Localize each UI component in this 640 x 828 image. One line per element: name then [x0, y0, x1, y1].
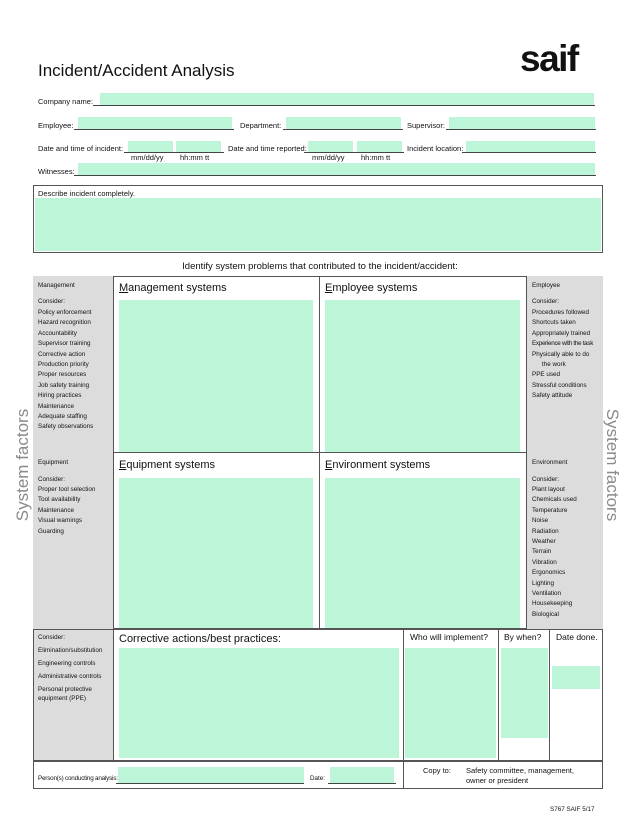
date-time-incident-label: Date and time of incident: — [38, 144, 124, 153]
system-factors-left: System factors — [13, 408, 32, 522]
witnesses-input[interactable] — [78, 163, 595, 175]
describe-input[interactable] — [35, 198, 601, 251]
list-item: Corrective action — [38, 350, 86, 358]
reported-time-hint: hh:mm tt — [361, 153, 391, 162]
incident-date-input[interactable] — [128, 141, 173, 152]
company-name-label: Company name: — [38, 97, 94, 106]
supervisor-label: Supervisor: — [407, 121, 445, 130]
department-label: Department: — [240, 121, 282, 130]
list-item: Elimination/substitution — [38, 647, 103, 654]
list-item: Appropriately trained — [532, 329, 591, 337]
date-time-reported-label: Date and time reported: — [228, 144, 307, 153]
list-item: Visual warnings — [38, 517, 82, 525]
list-item: Personal protective — [38, 686, 92, 693]
list-item: Ventilation — [532, 590, 562, 598]
list-item: Housekeeping — [532, 600, 573, 608]
list-item: equipment (PPE) — [38, 695, 86, 702]
management-side-title: Management — [38, 282, 75, 289]
environment-side-title: Environment — [532, 459, 568, 466]
list-item: Tool availability — [38, 496, 81, 504]
reported-date-hint: mm/dd/yy — [312, 153, 345, 162]
list-item: Noise — [532, 517, 549, 525]
date-done-input[interactable] — [552, 666, 600, 689]
who-implement-header: Who will implement? — [410, 632, 488, 642]
corrective-consider: Consider: — [38, 634, 65, 641]
incident-time-hint: hh:mm tt — [180, 153, 210, 162]
divider — [403, 629, 404, 761]
page-title: Incident/Accident Analysis — [38, 61, 235, 80]
employee-label: Employee: — [38, 121, 74, 130]
environment-consider: Consider: — [532, 476, 559, 483]
list-item: Production priority — [38, 361, 89, 369]
environment-systems-title: Environment systems — [325, 459, 431, 471]
management-consider: Consider: — [38, 298, 65, 305]
company-name-input[interactable] — [100, 93, 594, 105]
list-item: Hazard recognition — [38, 319, 91, 327]
reported-time-input[interactable] — [357, 141, 402, 152]
list-item: Radiation — [532, 527, 559, 535]
list-item: Supervisor training — [38, 340, 91, 348]
list-item: Terrain — [532, 548, 552, 556]
management-systems-title: Management systems — [119, 282, 227, 294]
incident-location-input[interactable] — [466, 141, 595, 152]
equipment-consider: Consider: — [38, 476, 65, 483]
corrective-input[interactable] — [119, 648, 399, 758]
list-item: Job safety training — [38, 381, 90, 389]
environment-list — [532, 485, 577, 620]
list-item: Chemicals used — [532, 496, 577, 504]
list-item: Policy enforcement — [38, 309, 92, 316]
divider — [113, 629, 114, 761]
employee-systems-input[interactable] — [325, 300, 520, 452]
equipment-list — [38, 485, 95, 537]
list-item: the work — [542, 361, 566, 369]
system-factors-right: System factors — [603, 408, 622, 522]
list-item: PPE used — [532, 371, 561, 379]
identify-heading: Identify system problems that contributed to the incident/accident: — [182, 261, 458, 272]
list-item: Experience with the task — [532, 340, 594, 348]
list-item: Weather — [532, 538, 556, 546]
form-id: S767 SAIF 5/17 — [550, 806, 595, 813]
list-item: Accountability — [38, 329, 77, 337]
list-item: Guarding — [38, 527, 64, 535]
corrective-title: Corrective actions/best practices: — [119, 633, 282, 645]
employee-input[interactable] — [78, 117, 232, 129]
divider — [549, 629, 550, 761]
employee-side-title: Employee — [532, 282, 561, 289]
list-item: Physically able to do — [532, 350, 590, 358]
list-item: Administrative controls — [38, 673, 102, 680]
list-item: Stressful conditions — [532, 381, 587, 389]
divider — [403, 761, 404, 789]
reported-date-input[interactable] — [308, 141, 353, 152]
by-when-input[interactable] — [501, 648, 548, 738]
list-item: Engineering controls — [38, 660, 96, 667]
list-item: Procedures followed — [532, 309, 590, 316]
environment-systems-input[interactable] — [325, 478, 520, 628]
date-done-header: Date done. — [556, 632, 598, 642]
date-label: Date: — [310, 775, 326, 782]
equipment-systems-input[interactable] — [119, 478, 313, 628]
equipment-side-title: Equipment — [38, 459, 69, 466]
employee-systems-title: Employee systems — [325, 282, 418, 294]
incident-location-label: Incident location: — [407, 144, 464, 153]
by-when-header: By when? — [504, 632, 542, 642]
who-implement-input[interactable] — [405, 648, 496, 758]
list-item: Maintenance — [38, 506, 75, 514]
list-item: Lighting — [532, 579, 555, 587]
management-list — [38, 308, 93, 433]
describe-label: Describe incident completely. — [38, 189, 135, 198]
divider — [498, 629, 499, 761]
list-item: Ergonomics — [532, 569, 566, 577]
list-item: Safety observations — [38, 423, 94, 431]
list-item: Proper tool selection — [38, 486, 96, 493]
supervisor-input[interactable] — [449, 117, 595, 129]
copy-to-line2: owner or president — [466, 776, 529, 785]
department-input[interactable] — [286, 117, 401, 129]
employee-consider: Consider: — [532, 298, 559, 305]
saif-logo: saif — [520, 38, 578, 79]
list-item: Biological — [532, 610, 559, 618]
copy-to-line1: Safety committee, management, — [466, 766, 574, 775]
incident-date-hint: mm/dd/yy — [131, 153, 164, 162]
persons-input[interactable] — [118, 767, 304, 783]
list-item: Safety attitude — [532, 392, 573, 400]
management-systems-input[interactable] — [119, 300, 313, 452]
list-item: Maintenance — [38, 402, 75, 410]
list-item: Plant layout — [532, 486, 565, 493]
list-item: Proper resources — [38, 371, 87, 379]
corrective-list — [38, 646, 102, 703]
persons-label: Person(s) conducting analysis: — [38, 775, 118, 782]
list-item: Hiring practices — [38, 392, 82, 400]
witnesses-label: Witnesses: — [38, 167, 75, 176]
footer-date-input[interactable] — [330, 767, 394, 783]
list-item: Temperature — [532, 506, 568, 514]
equipment-systems-title: Equipment systems — [119, 459, 215, 471]
employee-list — [532, 308, 593, 402]
copy-to-label: Copy to: — [423, 766, 451, 775]
list-item: Vibration — [532, 558, 557, 566]
incident-time-input[interactable] — [176, 141, 221, 152]
list-item: Shortcuts taken — [532, 319, 576, 327]
list-item: Adequate staffing — [38, 413, 87, 421]
